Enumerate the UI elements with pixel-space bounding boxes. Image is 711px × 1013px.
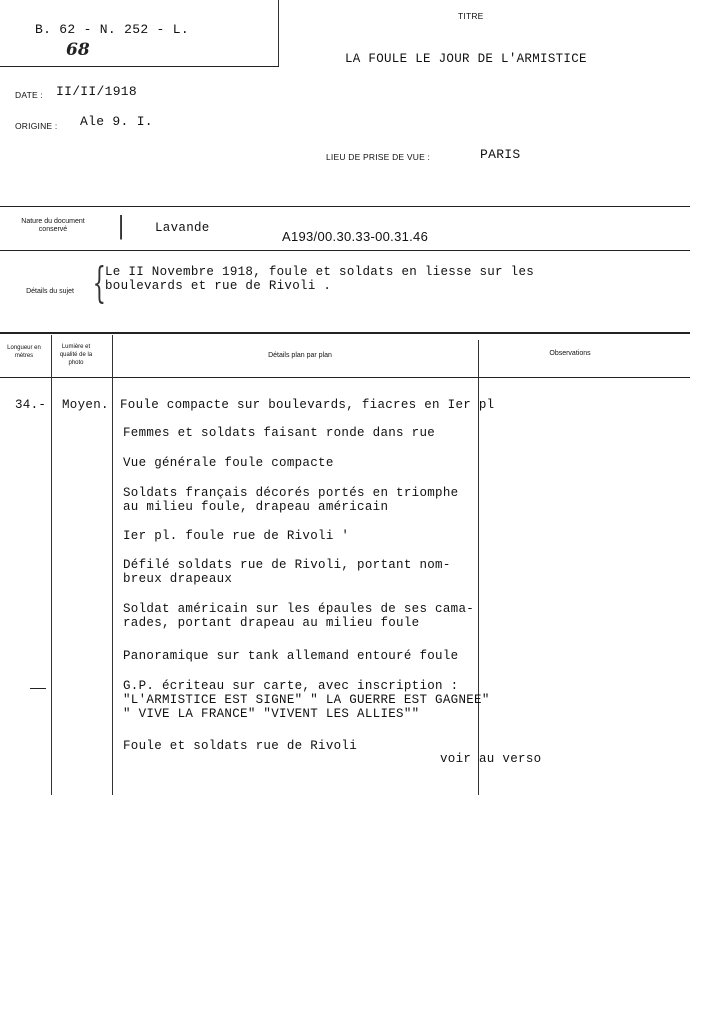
film-title: LA FOULE LE JOUR DE L'ARMISTICE bbox=[345, 52, 587, 66]
col-divider-1 bbox=[51, 335, 52, 795]
sujet-label: Détails du sujet bbox=[26, 288, 74, 295]
table-header-rule bbox=[0, 377, 690, 378]
plan-row: Foule et soldats rue de Rivoli bbox=[123, 739, 358, 753]
reference-code: B. 62 - N. 252 - L. bbox=[35, 22, 189, 37]
col-divider-2 bbox=[112, 335, 113, 795]
longueur-value: 34.- bbox=[15, 398, 47, 412]
table-top-rule bbox=[0, 332, 690, 334]
plan-row: G.P. écriteau sur carte, avec inscription : "L'ARMISTICE EST SIGNE" " LA GUERRE EST GAGNEE" " VIVE LA FRANCE" "VIVENT LES ALLIES"" bbox=[123, 679, 490, 721]
nature-top-rule bbox=[0, 206, 690, 207]
nature-value: Lavande bbox=[155, 221, 210, 235]
sujet-line-2: boulevards et rue de Rivoli . bbox=[105, 279, 332, 293]
plan-row: Foule compacte sur boulevards, fiacres en Ier pl bbox=[120, 398, 495, 412]
col-header-observations: Observations bbox=[549, 350, 591, 357]
archive-code: A193/00.30.33-00.31.46 bbox=[282, 229, 429, 244]
sujet-brace: { bbox=[92, 258, 107, 307]
date-value: II/II/1918 bbox=[56, 84, 138, 99]
col-header-longueur: Longueur en mètres bbox=[7, 345, 41, 359]
ref-box-right-border bbox=[278, 0, 279, 66]
plan-row: Soldats français décorés portés en triomphe au milieu foule, drapeau américain bbox=[123, 486, 459, 514]
origine-label: ORIGINE : bbox=[15, 121, 58, 131]
titre-label: TITRE bbox=[458, 11, 484, 21]
lieu-value: PARIS bbox=[480, 147, 521, 162]
col-header-details: Détails plan par plan bbox=[268, 352, 332, 359]
plan-row: Vue générale foule compacte bbox=[123, 456, 334, 470]
sujet-line-1: Le II Novembre 1918, foule et soldats en liesse sur les bbox=[105, 265, 535, 279]
plan-row: Défilé soldats rue de Rivoli, portant nom- breux drapeaux bbox=[123, 558, 451, 586]
lumiere-value: Moyen. bbox=[62, 398, 109, 412]
nature-brace: | bbox=[117, 212, 126, 240]
date-label: DATE : bbox=[15, 90, 43, 100]
origine-value: Ale 9. I. bbox=[80, 114, 153, 129]
plan-row: Panoramique sur tank allemand entouré foule bbox=[123, 649, 459, 663]
plan-row: Soldat américain sur les épaules de ses cama- rades, portant drapeau au milieu foule bbox=[123, 602, 475, 630]
nature-label: Nature du document conservé bbox=[21, 218, 85, 233]
lieu-label: LIEU DE PRISE DE VUE : bbox=[326, 152, 431, 162]
handwritten-number: 68 bbox=[66, 40, 90, 60]
plan-row: Ier pl. foule rue de Rivoli ' bbox=[123, 529, 350, 543]
footer-note: voir au verso bbox=[440, 752, 542, 766]
col-header-lumiere: Lumière et qualité de la photo bbox=[59, 344, 93, 366]
ref-box-bottom-border bbox=[0, 66, 279, 67]
plan-row: Femmes et soldats faisant ronde dans rue bbox=[123, 426, 436, 440]
margin-mark bbox=[30, 688, 46, 689]
nature-bottom-rule bbox=[0, 250, 690, 251]
